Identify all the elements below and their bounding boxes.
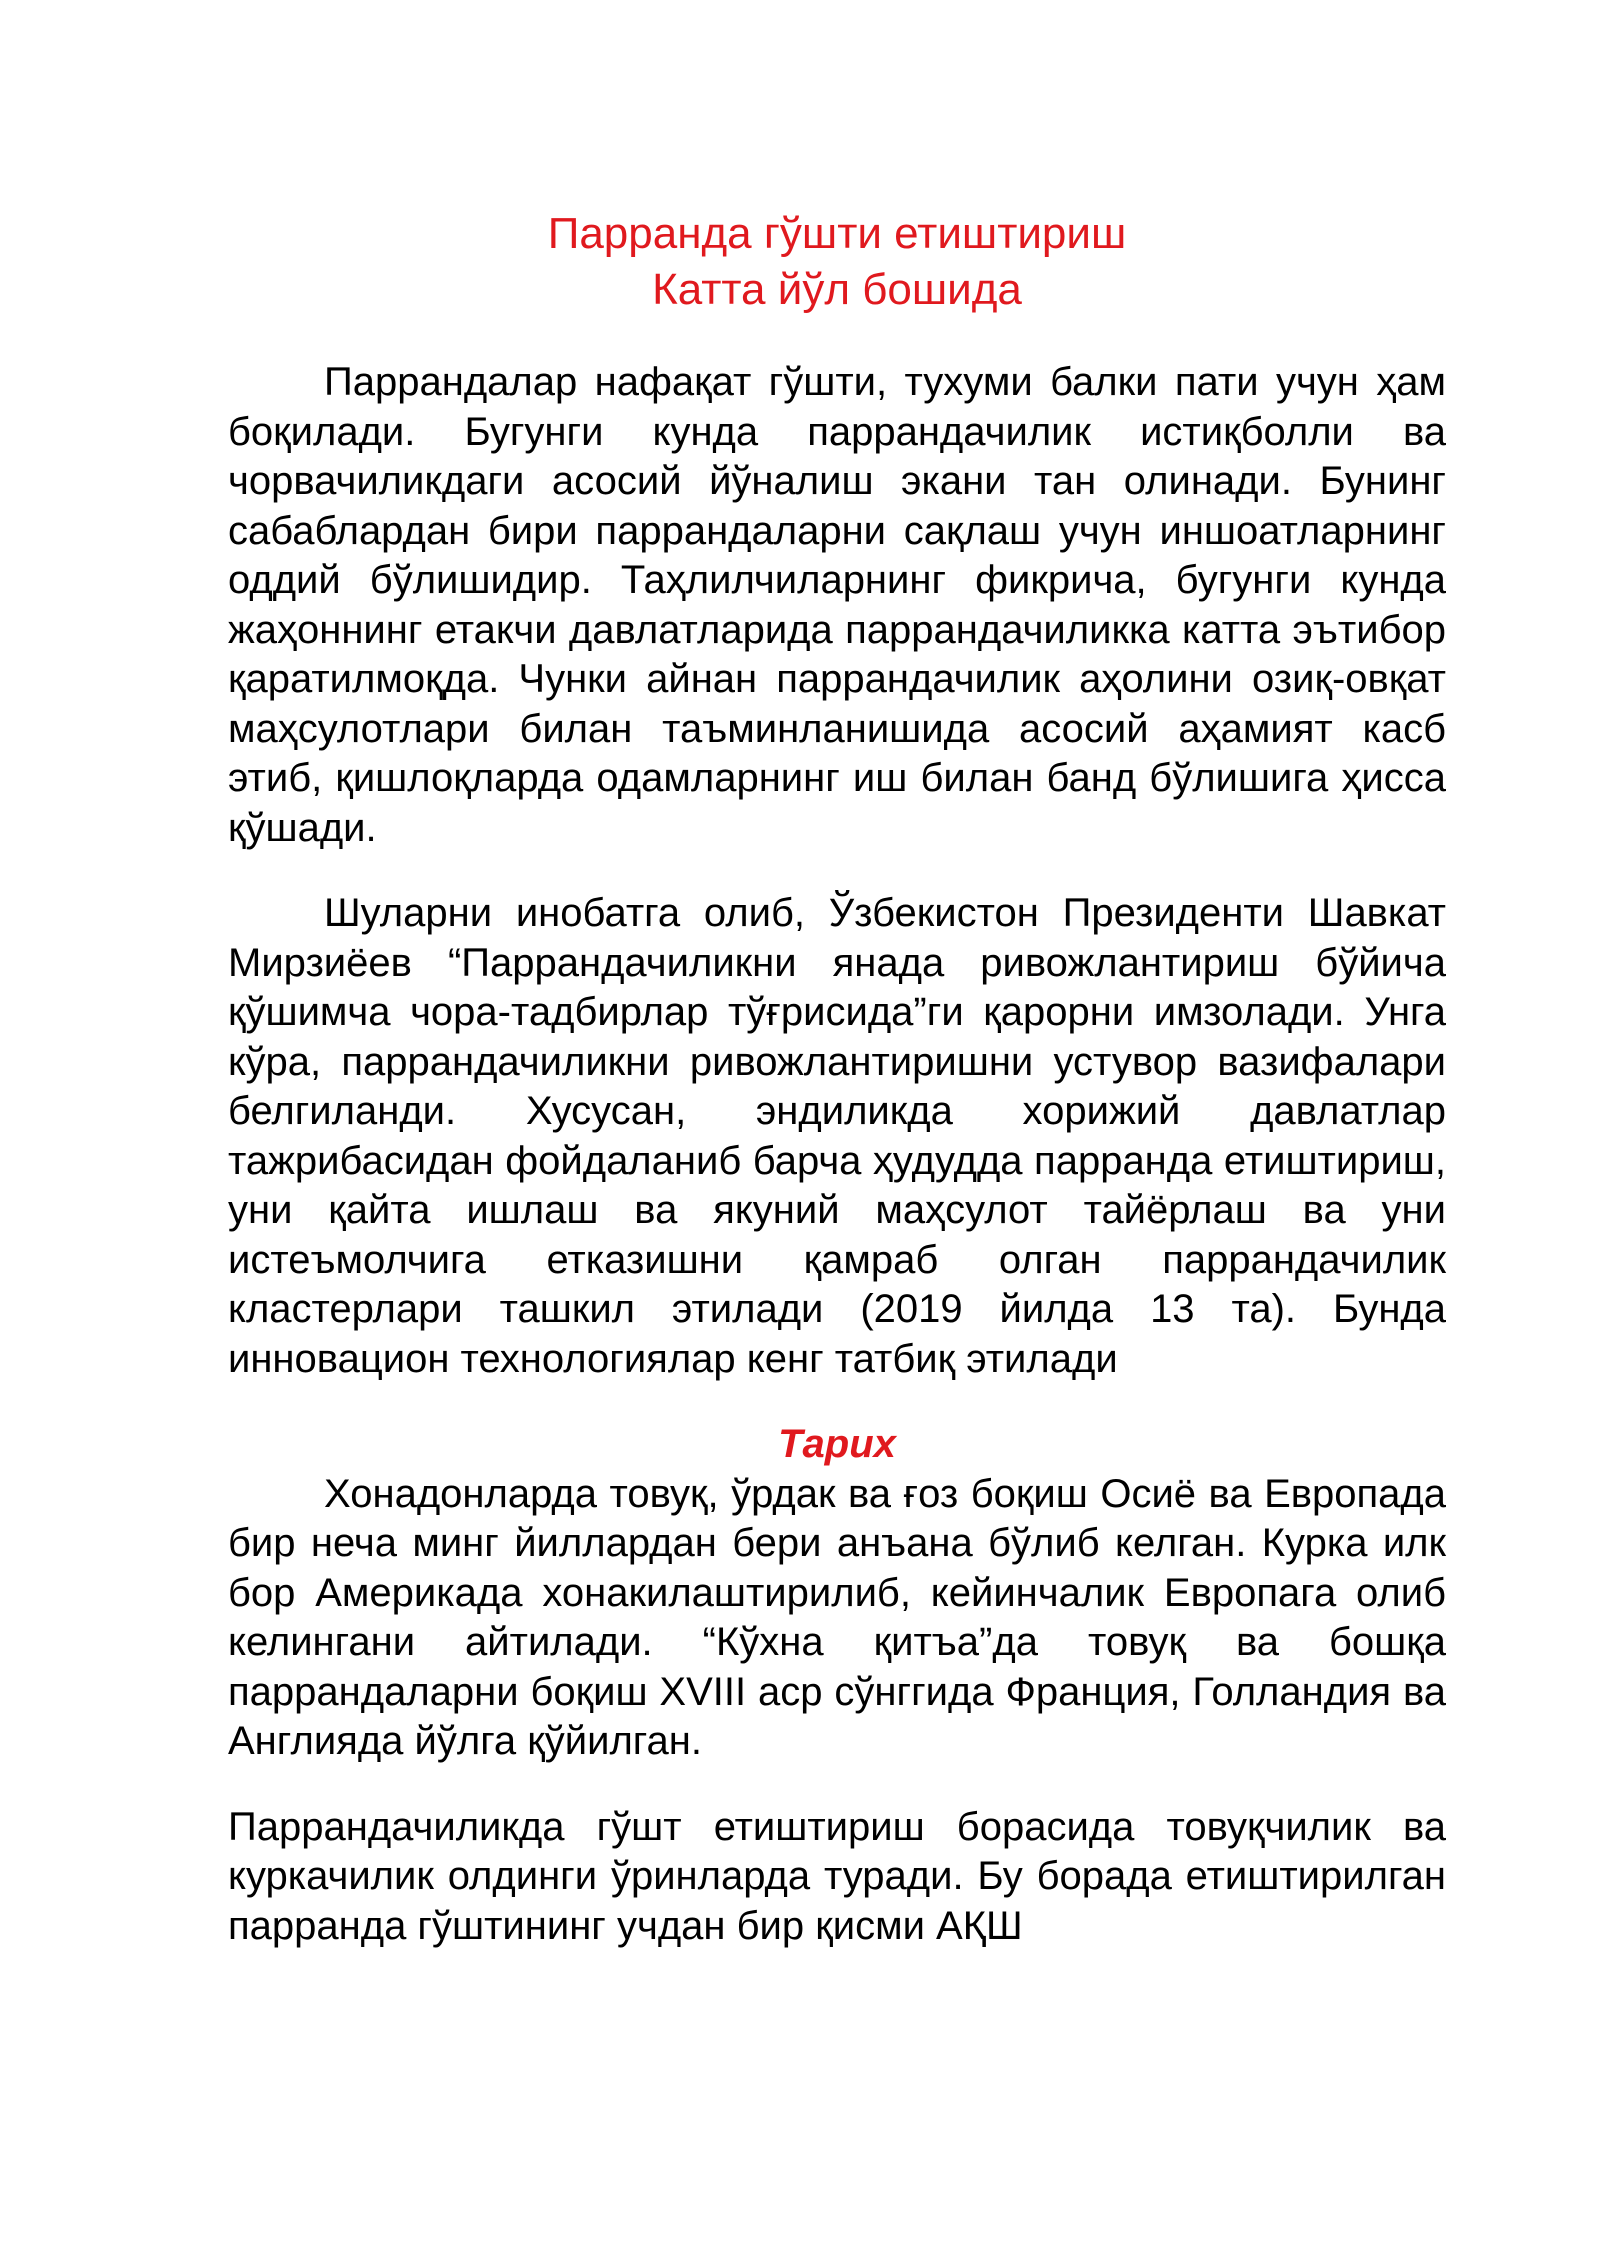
paragraph-meat-production: Паррандачиликда гўшт етиштириш борасида товуқчилик ва куркачилик олдинги ўринларда туради. Бу борада етиштирилган парранда гўштининг учдан бир қисми АҚШ: [228, 1804, 1446, 1948]
paragraph-intro: Паррандалар нафақат гўшти, тухуми балки пати учун ҳам боқилади. Бугунги кунда паррандачилик истиқболли ва чорвачиликдаги асосий йўналиш экани тан олинади. Бунинг сабаблардан бири паррандаларни сақлаш учун иншоатларнинг оддий бўлишидир. Таҳлилчиларнинг фикрича, бугунги кунда жаҳоннинг етакчи давлатларида паррандачиликка катта эътибор қаратилмоқда. Чунки айнан паррандачилик аҳолини озиқ-овқат маҳсулотлари билан таъминланишида асосий аҳамият касб этиб, қишлоқларда одамларнинг иш билан банд бўлишига ҳисса қўшади.: [228, 360, 1446, 850]
section-heading-history: Тарих: [778, 1422, 896, 1466]
paragraph-decree: Шуларни инобатга олиб, Ўзбекистон Президенти Шавкат Мирзиёев “Паррандачиликни янада ривожлантириш бўйича қўшимча чора-тадбирлар тўғрисида”ги қарорни имзолади. Унга кўра, паррандачиликни ривожлантиришни устувор вазифалари белгиланди. Хусусан, эндиликда хорижий давлатлар тажрибасидан фойдаланиб барча ҳудудда парранда етиштириш, уни қайта ишлаш ва якуний маҳсулот тайёрлаш ва уни истеъмолчига етказишни қамраб олган паррандачилик кластерлари ташкил этилади (2019 йилда 13 та). Бунда инновацион технологиялар кенг татбиқ этилади: [228, 891, 1446, 1381]
document-title: [228, 206, 1446, 318]
document-page: [228, 206, 1446, 1951]
title-line-2: Катта йўл бошида: [652, 265, 1022, 314]
title-line-1: Парранда гўшти етиштириш: [547, 209, 1127, 258]
paragraph-history: Хонадонларда товуқ, ўрдак ва ғоз боқиш Осиё ва Европада бир неча минг йиллардан бери анъана бўлиб келган. Курка илк бор Америкада хонакилаштирилиб, кейинчалик Европага олиб келингани айтилади. “Кўхна қитъа”да товуқ ва бошқа паррандаларни боқиш XVIII аср сўнггида Франция, Голландия ва Англияда йўлга қўйилган.: [228, 1471, 1446, 1763]
